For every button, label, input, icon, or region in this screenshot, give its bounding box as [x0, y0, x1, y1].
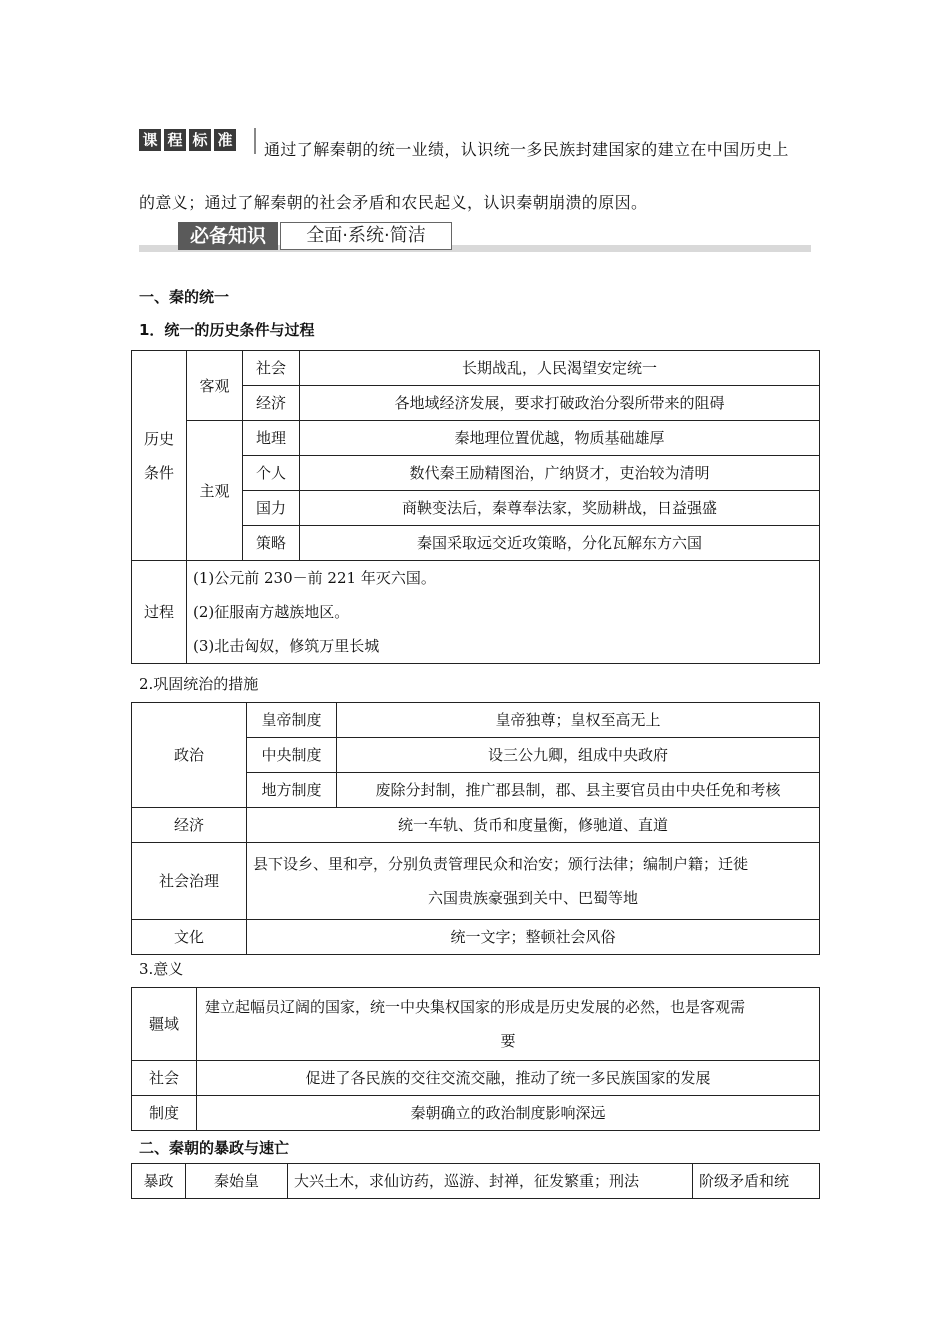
- row-key: 地理: [243, 421, 300, 456]
- row-value: 长期战乱，人民渴望安定统一: [300, 351, 820, 386]
- process-content: [187, 561, 820, 664]
- standard-char: 课: [139, 129, 161, 151]
- row-key: 经济: [243, 386, 300, 421]
- social-value: [247, 843, 820, 920]
- row-key: 中央制度: [247, 738, 337, 773]
- banner-subtitle: 全面·系统·简洁: [280, 222, 452, 250]
- consequence-cell: 阶级矛盾和统: [693, 1164, 820, 1199]
- section-heading: 一、秦的统一: [139, 288, 230, 306]
- territory-value-line1: 建立起幅员辽阔的国家，统一中央集权国家的形成是历史发展的必然，也是客观需: [205, 998, 746, 1016]
- social-value-line1: 县下设乡、里和亭，分别负责管理民众和治安；颁行法律；编制户籍；迁徙: [253, 855, 749, 873]
- row-value: 秦地理位置优越，物质基础雄厚: [300, 421, 820, 456]
- conditions-table: [131, 350, 820, 664]
- standard-text-line2: 的意义；通过了解秦朝的社会矛盾和农民起义，认识秦朝崩溃的原因。: [139, 193, 648, 212]
- society-value: 促进了各民族的交往交流交融，推动了统一多民族国家的发展: [197, 1061, 820, 1096]
- economy-value: 统一车轨、货币和度量衡，修驰道、直道: [247, 808, 820, 843]
- system-label: 制度: [132, 1096, 197, 1131]
- row-key: 地方制度: [247, 773, 337, 808]
- system-value: 秦朝确立的政治制度影响深远: [197, 1096, 820, 1131]
- row-value: 商鞅变法后，秦尊奉法家，奖励耕战，日益强盛: [300, 491, 820, 526]
- row-value: 皇帝独尊；皇权至高无上: [337, 703, 820, 738]
- row-key: 社会: [243, 351, 300, 386]
- tyranny-table: [131, 1163, 820, 1199]
- row-value: 设三公九卿，组成中央政府: [337, 738, 820, 773]
- cond-label-1: 历史: [143, 429, 174, 448]
- row-value: 数代秦王励精图治，广纳贤才，吏治较为清明: [300, 456, 820, 491]
- standard-char: 程: [164, 129, 186, 151]
- territory-label: 疆域: [132, 988, 197, 1061]
- process-item: (2)征服南方越族地区。: [193, 603, 350, 621]
- row-value: 各地域经济发展，要求打破政治分裂所带来的阻碍: [300, 386, 820, 421]
- society-label: 社会: [132, 1061, 197, 1096]
- subjective-label: 主观: [187, 421, 243, 561]
- row-key: 个人: [243, 456, 300, 491]
- territory-value-line2: 要: [500, 1032, 516, 1050]
- territory-value: [197, 988, 820, 1061]
- cond-label-2: 条件: [143, 463, 174, 482]
- row-key: 皇帝制度: [247, 703, 337, 738]
- course-standard-label: [139, 129, 236, 151]
- significance-table: [131, 987, 820, 1131]
- objective-label: 客观: [187, 351, 243, 421]
- banner-title: 必备知识: [178, 222, 278, 250]
- standard-text-line1: 通过了解秦朝的统一业绩，认识统一多民族封建国家的建立在中国历史上: [264, 140, 789, 159]
- row-key: 国力: [243, 491, 300, 526]
- subsection-heading: 3.意义: [139, 960, 184, 978]
- social-label: 社会治理: [132, 843, 247, 920]
- emperor-cell: 秦始皇: [186, 1164, 288, 1199]
- tyranny-label: 暴政: [132, 1164, 186, 1199]
- tyranny-detail: 大兴土木，求仙访药，巡游、封禅，征发繁重；刑法: [288, 1164, 693, 1199]
- standard-char: 标: [189, 129, 211, 151]
- row-value: 秦国采取远交近攻策略，分化瓦解东方六国: [300, 526, 820, 561]
- subsection-heading: 2.巩固统治的措施: [139, 675, 259, 693]
- economy-label: 经济: [132, 808, 247, 843]
- social-value-line2: 六国贵族豪强到关中、巴蜀等地: [427, 889, 638, 907]
- divider: [254, 128, 256, 154]
- culture-label: 文化: [132, 920, 247, 955]
- process-item: (3)北击匈奴，修筑万里长城: [193, 637, 380, 655]
- cond-label: [132, 351, 187, 561]
- process-item: (1)公元前 230－前 221 年灭六国。: [193, 569, 436, 587]
- standard-char: 准: [214, 129, 236, 151]
- culture-value: 统一文字；整顿社会风俗: [247, 920, 820, 955]
- process-label: 过程: [132, 561, 187, 664]
- row-value: 废除分封制，推广郡县制，郡、县主要官员由中央任免和考核: [337, 773, 820, 808]
- section-heading: 二、秦朝的暴政与速亡: [139, 1139, 290, 1157]
- subsection-heading: 1．统一的历史条件与过程: [139, 321, 315, 339]
- politics-label: 政治: [132, 703, 247, 808]
- measures-table: [131, 702, 820, 955]
- row-key: 策略: [243, 526, 300, 561]
